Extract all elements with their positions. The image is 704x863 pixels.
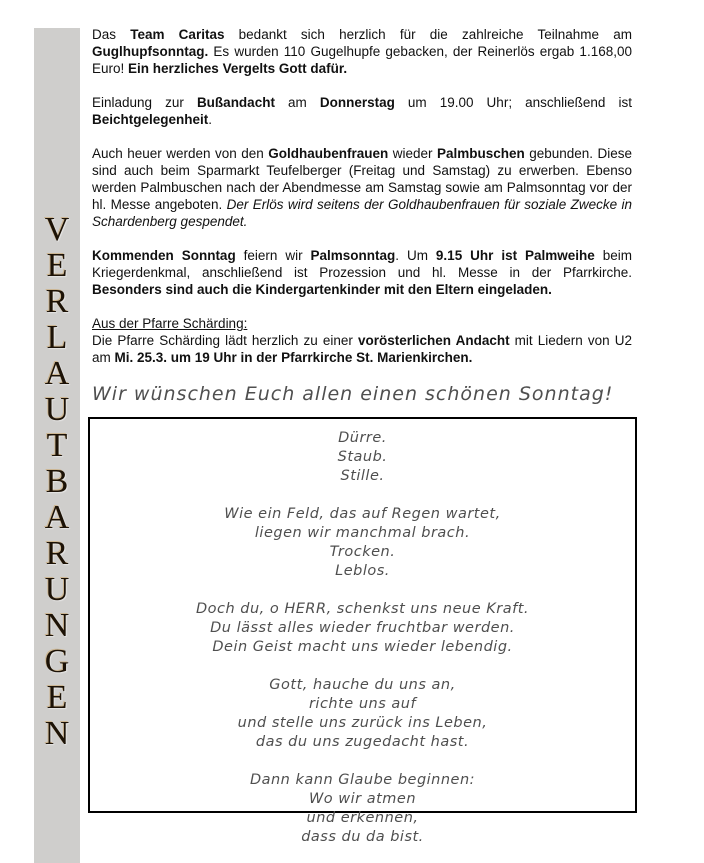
- banner-letter: V: [44, 211, 70, 248]
- poem-line: richte uns auf: [308, 696, 417, 712]
- paragraph-palmbuschen: [92, 145, 632, 230]
- banner-letter: U: [44, 391, 70, 428]
- poem-line: und stelle uns zurück ins Leben,: [237, 715, 488, 731]
- text-segment: Die Pfarre Schärding lädt herzlich zu einer: [92, 333, 358, 348]
- vertical-banner-text: [34, 28, 80, 752]
- poem-line: Wo wir atmen: [308, 791, 417, 807]
- banner-letter: A: [44, 355, 70, 392]
- poem-line: das du uns zugedacht hast.: [255, 734, 470, 750]
- text-segment: beim Kriegerdenkmal, anschließend ist Prozession und hl. Messe in der Pfarrkirche.: [92, 248, 632, 280]
- poem-line: dass du da bist.: [301, 829, 424, 845]
- text-segment: Das: [92, 27, 131, 42]
- poem-line: Dein Geist macht uns wieder lebendig.: [212, 639, 513, 655]
- text-segment: Einladung zur: [92, 95, 197, 110]
- poem-line: Stille.: [340, 468, 385, 484]
- poem-line: und erkennen,: [306, 810, 419, 826]
- banner-letter: U: [44, 571, 70, 608]
- text-segment: vorösterlichen Andacht: [357, 333, 510, 348]
- announcements-column: [92, 26, 633, 845]
- text-segment: . Um: [395, 248, 436, 263]
- paragraph-caritas-thanks: [92, 26, 632, 77]
- text-segment: .: [208, 112, 213, 127]
- text-segment: Mi. 25.3. um 19 Uhr in der Pfarrkirche St. Marienkirchen.: [114, 350, 473, 365]
- banner-letter: N: [44, 715, 70, 752]
- text-segment: bedankt sich herzlich für die zahlreiche Teilnahme am: [224, 27, 633, 42]
- text-segment: Kommenden Sonntag: [92, 248, 236, 263]
- banner-letter: R: [45, 283, 69, 320]
- text-segment: Auch heuer werden von den: [92, 146, 269, 161]
- text-segment: Ein herzliches Vergelts Gott dafür.: [128, 61, 348, 76]
- poem-line: Leblos.: [335, 563, 390, 579]
- text-segment: Der Erlös wird seitens der Goldhaubenfrauen für soziale Zwecke in Schardenberg gespendet.: [92, 197, 632, 229]
- banner-letter: A: [44, 499, 70, 536]
- text-segment: am: [274, 95, 320, 110]
- poem-line: Du lässt alles wieder fruchtbar werden.: [210, 620, 515, 636]
- text-segment: Bußandacht: [196, 95, 275, 110]
- text-segment: Guglhupfsonntag.: [92, 44, 209, 59]
- poem-line: Trocken.: [329, 544, 396, 560]
- text-segment: Palmbuschen: [436, 146, 525, 161]
- paragraph-palmsonntag: [92, 247, 632, 298]
- text-segment: Team Caritas: [130, 27, 225, 42]
- poem-line: Doch du, o HERR, schenkst uns neue Kraft.: [195, 601, 530, 617]
- poem-line: Staub.: [337, 449, 388, 465]
- text-segment: Besonders sind auch die Kindergartenkinder mit den Eltern eingeladen.: [92, 282, 552, 297]
- text-segment: um 19.00 Uhr; anschließend ist: [394, 95, 632, 110]
- banner-letter: G: [44, 643, 70, 680]
- poem-line: Gott, hauche du uns an,: [269, 677, 456, 693]
- poem-line: Dann kann Glaube beginnen:: [249, 772, 476, 788]
- vertical-banner: [34, 28, 80, 863]
- closing-wish-line: Wir wünschen Euch allen einen schönen Sonntag!: [92, 383, 614, 405]
- text-segment: Aus der Pfarre Schärding:: [92, 316, 248, 331]
- poem-line: Dürre.: [338, 430, 387, 446]
- poem-stanza: [90, 429, 635, 486]
- text-segment: Palmsonntag: [310, 248, 396, 263]
- text-segment: Es wurden 110 Gugelhupfe gebacken, der Reinerlös ergab 1.168,00 Euro!: [92, 44, 632, 76]
- poem-stanza: [90, 771, 635, 847]
- text-segment: Goldhaubenfrauen: [268, 146, 389, 161]
- banner-letter: E: [46, 247, 68, 284]
- poem-stanza: [90, 600, 635, 657]
- text-segment: Donnerstag: [319, 95, 395, 110]
- paragraph-pfarre-schaerding: [92, 315, 632, 366]
- text-segment: gebunden. Diese sind auch beim Sparmarkt Teufelberger (Freitag und Samstag) zu erwerben. Ebenso werden Palmbuschen nach der Abendmesse am Samstag sowie am Palmsonntag vor der hl. Messe angeboten.: [92, 146, 632, 212]
- poem-box: [88, 417, 637, 845]
- banner-letter: T: [46, 427, 68, 464]
- poem-line: Wie ein Feld, das auf Regen wartet,: [224, 506, 501, 522]
- text-segment: 9.15 Uhr ist Palmweihe: [435, 248, 595, 263]
- banner-letter: E: [46, 679, 68, 716]
- banner-letter: R: [45, 535, 69, 572]
- poem-line: liegen wir manchmal brach.: [254, 525, 471, 541]
- text-segment: feiern wir: [235, 248, 311, 263]
- text-segment: wieder: [388, 146, 437, 161]
- banner-letter: L: [46, 319, 68, 356]
- text-segment: mit Liedern von U2 am: [92, 333, 632, 365]
- banner-letter: N: [44, 607, 70, 644]
- paragraph-bussandacht: [92, 94, 632, 128]
- poem-stanza: [90, 676, 635, 752]
- banner-letter: B: [45, 463, 69, 500]
- text-segment: Beichtgelegenheit: [92, 112, 209, 127]
- poem-stanza: [90, 505, 635, 581]
